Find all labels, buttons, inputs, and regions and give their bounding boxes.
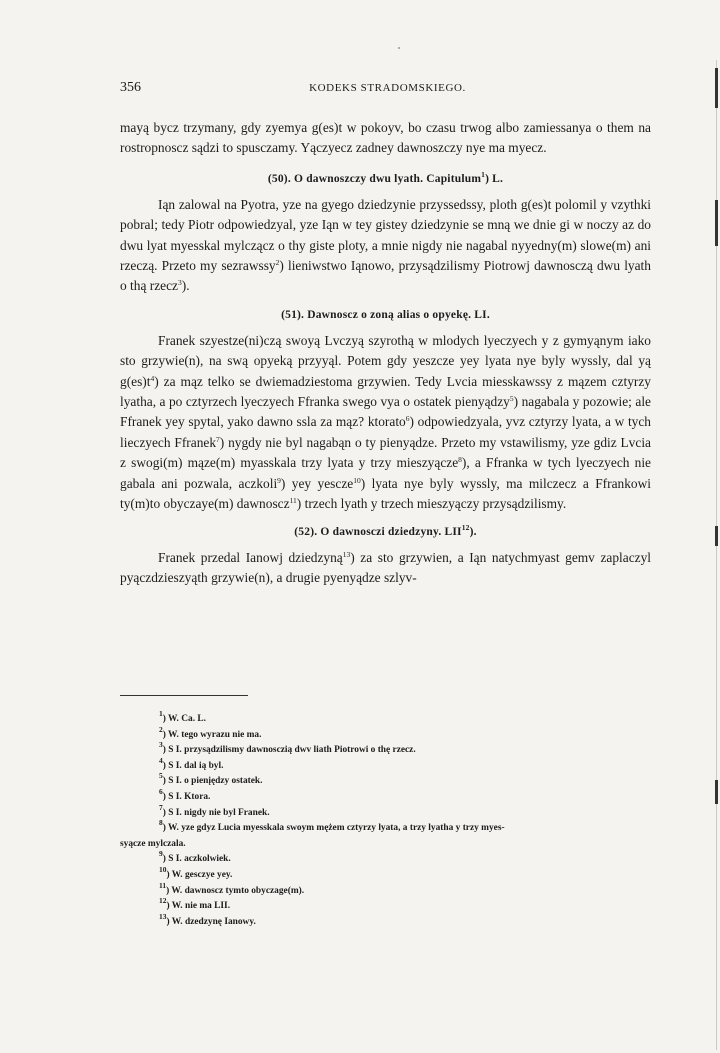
footnote-text: ) S I. dal ią byl.	[162, 760, 224, 771]
heading-52-tail: ).	[469, 525, 477, 538]
footnote-ref: 1	[481, 169, 486, 179]
footnote-text: ) W. gesczye yey.	[166, 869, 233, 880]
footnote-item	[120, 864, 651, 884]
text-run: Franek przedal Ianowj dziedzyną	[158, 549, 343, 565]
footnote-text: ) W. Ca. L.	[162, 714, 206, 724]
page-number: 356	[120, 80, 141, 95]
page-header	[120, 80, 655, 100]
intro-paragraph: mayą bycz trzymany, gdy zyemya g(es)t w pokoyv, bo czasu trwog albo zamiessanya o them na rostropnoscz sądzi to spusczamy. Yączyecz zadney dawnoszczy nye ma myecz.	[120, 120, 651, 156]
footnote-continuation: syącze mylczala.	[120, 838, 186, 849]
footnote-mark: 10	[159, 864, 167, 874]
text-run: ) za mąz telko se dwiemadziestoma grzywien. Tedy Lvcia miesskawssy z mązem cztyrzy lyatha, a po cztyrzech lyeczyech Ffranka swego vya o ostatek pienyądzy	[120, 373, 651, 410]
footnote-text: ) W. tego wyrazu nie ma.	[162, 729, 262, 740]
footnote-ref: 10	[353, 475, 361, 485]
footnote-item	[120, 802, 651, 822]
text-run: ) lyata nye byly wyssly, ma milczecz a Ffrankowi ty(m)to obyczaye(m) dawnosсz	[120, 475, 652, 512]
heading-52-text: (52). O dawnosczi dziedzyny. LII	[294, 525, 462, 538]
footnote-mark: 3	[159, 740, 163, 750]
heading-50-text: (50). O dawnoszczy dwu lyath. Capitulum	[267, 172, 482, 185]
text-run: Franek szyestze(ni)czą swoyą Lvczyą szyrothą w mlodych lyeczyech y z gymyąnym iako sto grzywie(n), na swą opyeką przyyąl. Potem gdy yeszcze yey lyata nye byly wyssly, dal yą g(es)t	[120, 332, 651, 389]
footnote-text: ) S I. o pienįędzy ostatek.	[162, 776, 263, 787]
footnote-ref: 6	[405, 414, 410, 424]
footnote-divider	[120, 695, 248, 696]
text-run: ) odpowiedzyala, yvz cztyrzy lyata, a w tych lieczyech Ffranek	[120, 414, 651, 450]
footnote-mark: 9	[159, 849, 163, 859]
footnote-mark: 11	[159, 880, 167, 890]
footnote-ref: 3	[177, 278, 182, 288]
main-text	[120, 118, 651, 588]
section-heading-50	[120, 171, 651, 188]
edge-mark	[715, 526, 718, 546]
footnote-mark: 2	[159, 724, 163, 734]
footnotes	[120, 709, 651, 930]
footnote-item	[120, 724, 651, 744]
footnote-text: ) S I. nigdy nie byl Franek.	[162, 807, 270, 818]
footnote-item	[120, 896, 651, 915]
text-run: ).	[181, 278, 190, 294]
text-run: ) nagabala y pozowie; ale Ffranek yey spytal, yako dawno ssla za mąz? ktorato	[120, 394, 651, 430]
footnote-mark: 8	[159, 818, 163, 828]
footnote-item	[120, 849, 651, 868]
text-run: ), a Ffranka w tych lyeczyech nie gabala ani pozwala, aczkoli	[120, 455, 652, 491]
footnote-text: ) W. dzedzynę Ianowy.	[166, 916, 256, 927]
text-run: ) nygdy nie byl nagabąn o ty pienyądze. Przeto my vstawilismy, yze gdiz Lvcia z swogi(m) mąze(m) myasskala trzy lyata y trzy mieszyącze	[120, 434, 651, 471]
section-heading-52	[120, 524, 651, 541]
footnote-ref: 2	[275, 258, 280, 268]
footnote-item	[120, 709, 651, 728]
scan-speck	[398, 47, 400, 49]
footnote-text: ) S I. przysądzilismy dawnosczią dwv liath Piotrowi o thę rzecz.	[162, 745, 416, 756]
footnote-mark: 6	[159, 786, 163, 796]
footnote-ref: 9	[277, 475, 281, 485]
footnote-ref: 8	[458, 455, 462, 465]
footnote-mark: 7	[159, 802, 163, 812]
edge-mark	[715, 780, 718, 804]
edge-mark	[715, 68, 718, 108]
paragraph-51	[120, 331, 651, 515]
footnote-ref: 11	[289, 496, 297, 506]
footnote-item	[120, 771, 651, 790]
footnote-item	[120, 740, 651, 759]
paragraph-52	[120, 548, 651, 589]
heading-50-tail: ) L.	[485, 172, 504, 185]
footnote-mark: 5	[159, 771, 163, 781]
text-run: ) za sto grzywien, a Iąn natychmyast gemv zaplaczyl pyączdzieszyąth grzywie(n), a drugie pyenyądze szlyv-	[120, 549, 651, 585]
footnote-item	[120, 786, 651, 806]
footnote-ref: 13	[342, 549, 351, 559]
footnote-ref: 12	[461, 522, 470, 532]
footnote-text: ) W. dawnoscz tymto obyczage(m).	[166, 885, 305, 896]
footnote-mark: 12	[159, 896, 167, 906]
footnote-text: ) W. yze gdyz Lucia myesskala swoym mężem cztyrzy lyata, a trzy lyatha y trzy myes-	[162, 823, 505, 834]
footnote-ref: 7	[216, 434, 220, 444]
footnote-item	[120, 818, 651, 837]
footnote-text: ) S I. Ktora.	[162, 791, 211, 802]
footnote-mark: 4	[159, 755, 163, 765]
paragraph-50	[120, 195, 651, 297]
text-run: ) trzech lyath y trzech mieszyączy przysądzilismy.	[296, 496, 567, 512]
footnote-ref: 5	[509, 394, 514, 404]
edge-mark	[715, 200, 718, 246]
section-heading-51: (51). Dawnoscz o zoną alias o opyekę. LI.	[281, 308, 490, 321]
text-run: ) yey yescze	[280, 475, 354, 491]
text-run: Iąn zalowal na Pyotra, yze na gyego dziedzynie przyssedssy, ploth g(es)t polomil y vzythki pobral; tedy Piotr odpowiedzyal, yze Iąn w tey gistey dziedzynie se mną we dnie gi w noczy az do dwu lyat myesskal mylcząсz o thy giste ploty, a mnie nigdy nie nagabal nyyedny(m) slowe(m) ani rzeczą. Przeto my sezrawssy	[120, 196, 651, 274]
footnote-mark: 1	[159, 709, 163, 718]
footnote-item	[120, 755, 651, 775]
running-head: KODEKS STRADOMSKIEGO.	[309, 82, 466, 94]
footnote-text: ) W. nie ma LII.	[166, 901, 231, 912]
footnote-mark: 13	[159, 911, 167, 921]
text-run: ) lieniwstwo Iąnowo, przysądzilismy Piotrowj dawnosczą dwu lyath o thą rzecz	[120, 258, 651, 294]
footnote-item	[120, 880, 651, 900]
footnote-text: ) S I. aczkolwiek.	[162, 854, 231, 865]
footnote-item	[120, 911, 651, 931]
footnote-ref: 4	[150, 373, 155, 383]
